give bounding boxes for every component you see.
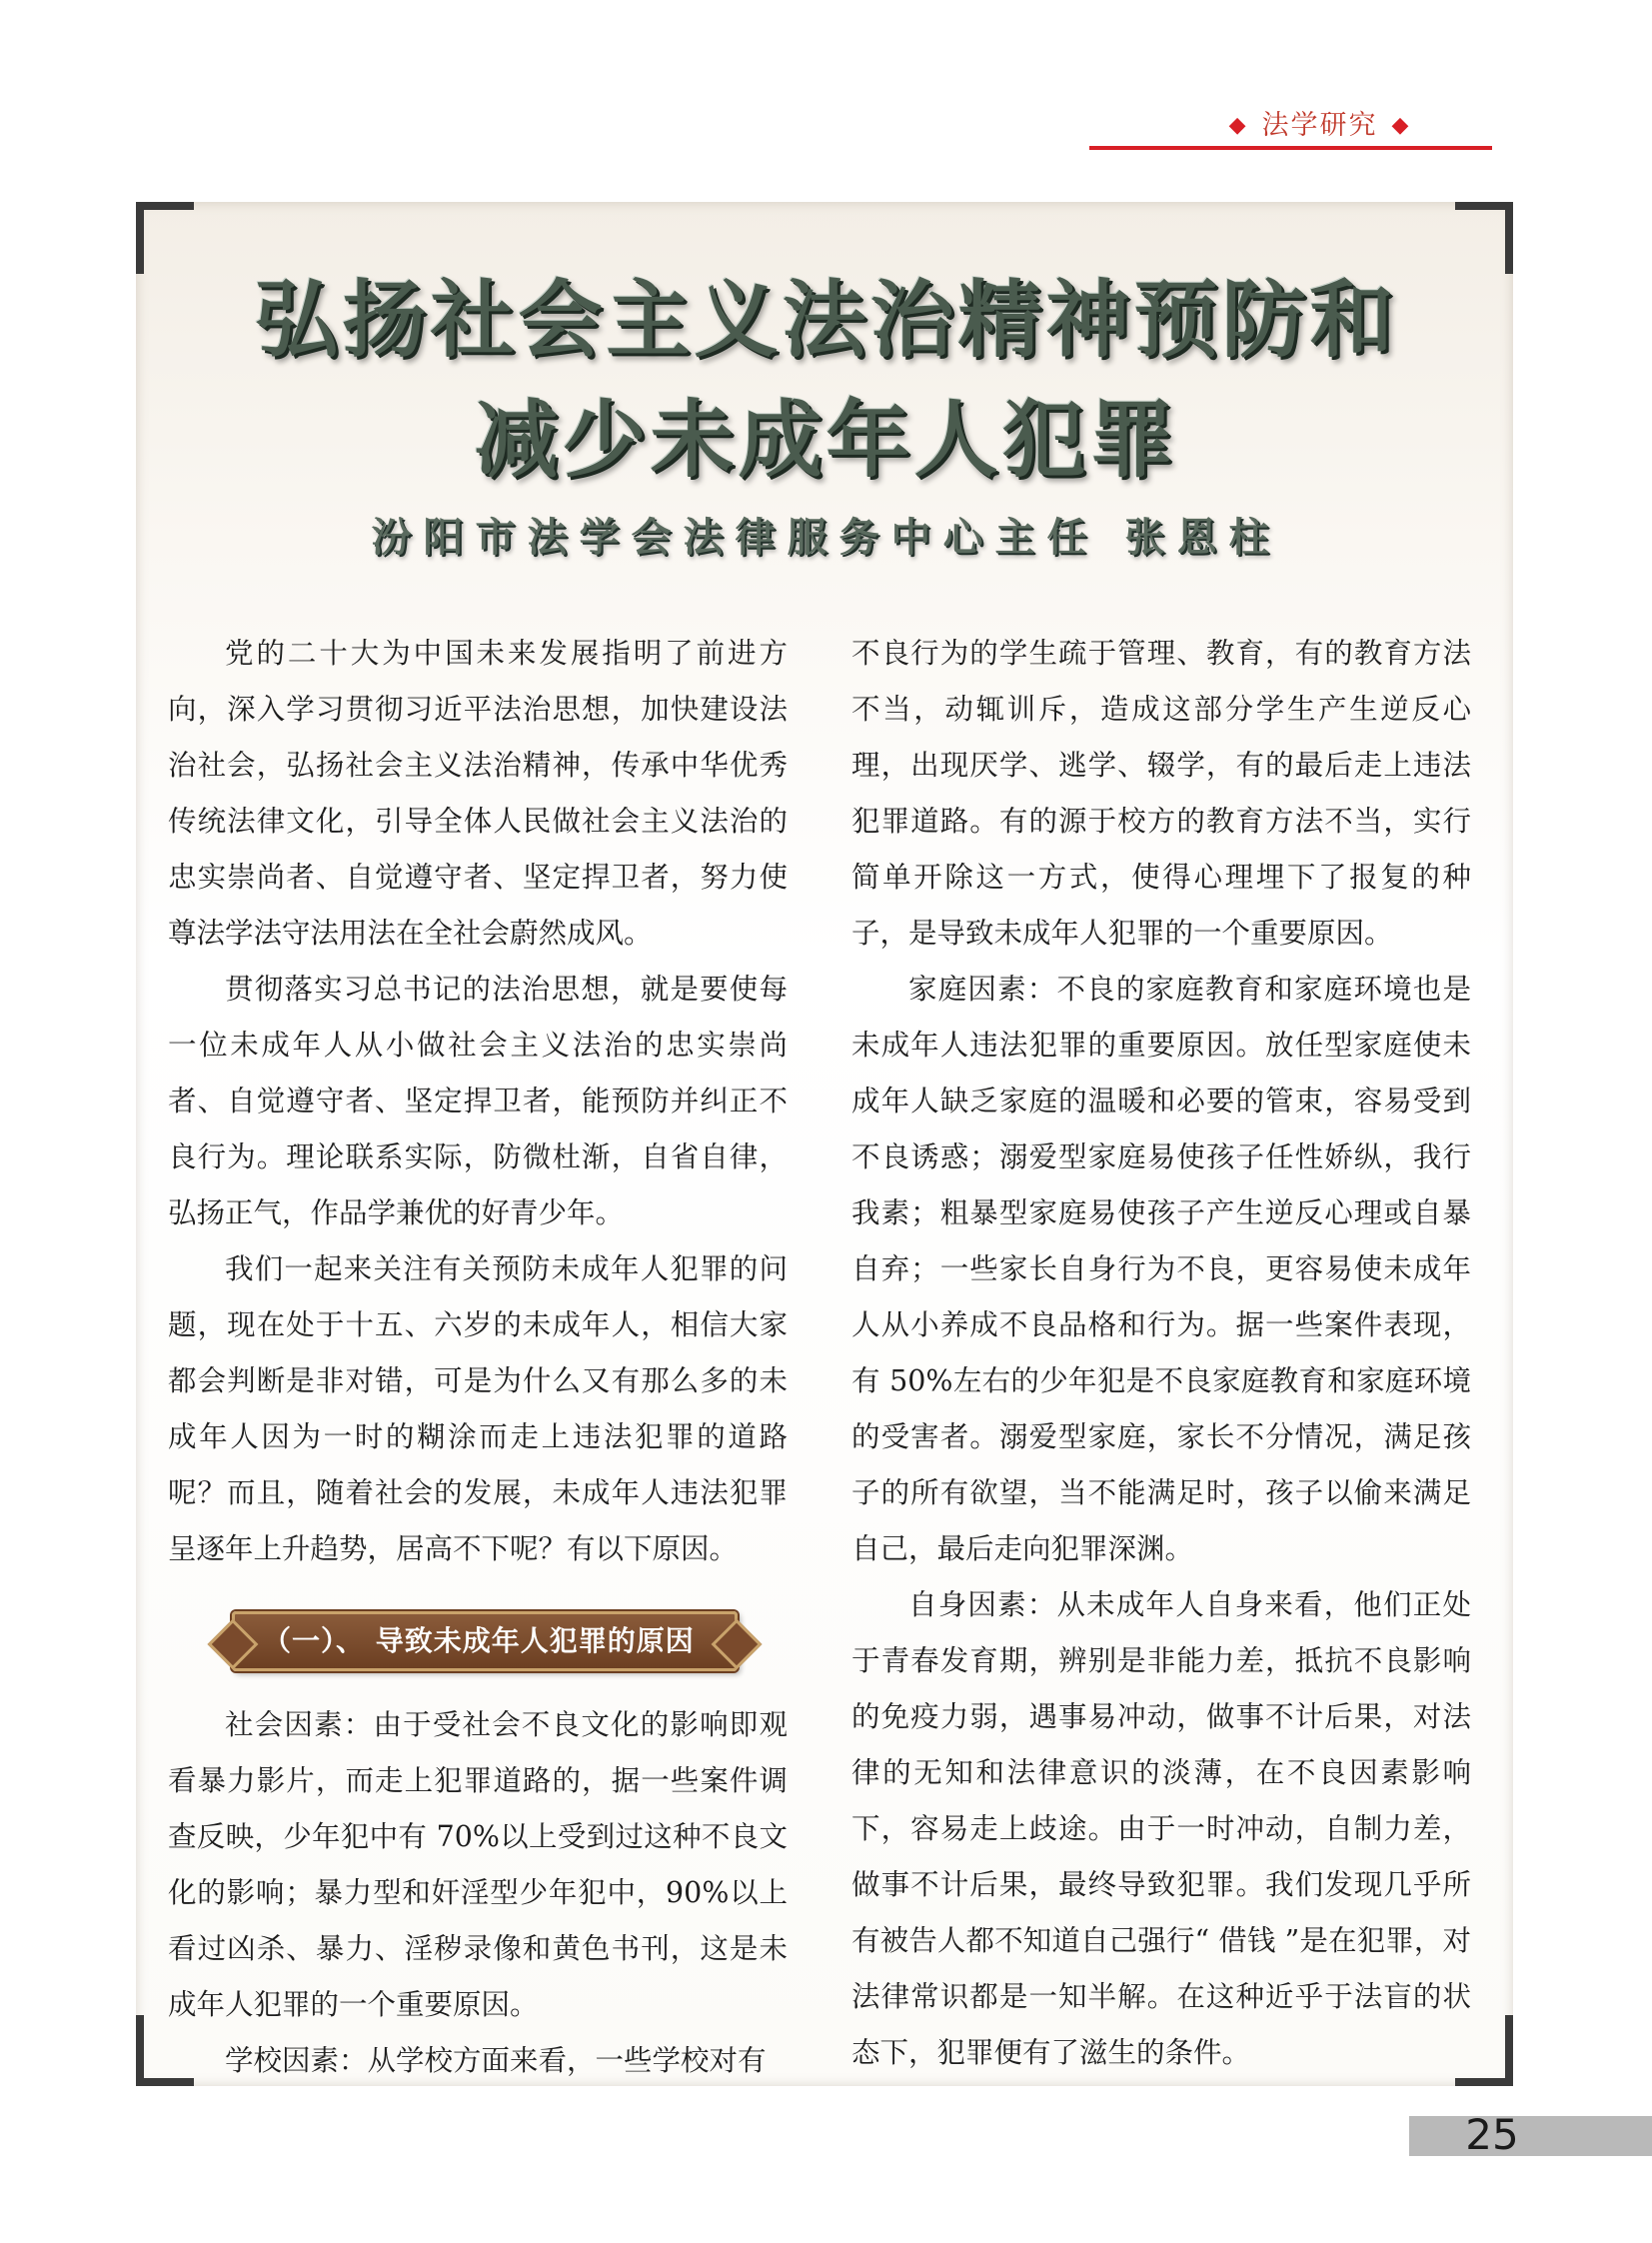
page-number: 25 xyxy=(1465,2110,1519,2159)
corner-bracket xyxy=(1505,2015,1513,2086)
paragraph: 社会因素：由于受社会不良文化的影响即观看暴力影片，而走上犯罪道路的，据一些案件调查反映，少年犯中有 70%以上受到过这种不良文化的影响；暴力型和奸淫型少年犯中，90%以上看过凶杀、暴力、淫秽录像和黄色书刊，这是未成年人犯罪的一个重要原因。 xyxy=(168,1708,788,2021)
diamond-icon: ◆ xyxy=(1228,113,1248,138)
right-column xyxy=(851,626,1471,2081)
paragraph: 学校因素：从学校方面来看，一些学校对有 xyxy=(225,2044,767,2077)
left-column xyxy=(168,626,788,2089)
paragraph: 党的二十大为中国未来发展指明了前进方向，深入学习贯彻习近平法治思想，加快建设法治社会，弘扬社会主义法治精神，传承中华优秀传统法律文化，引导全体人民做社会主义法治的忠实崇尚者、自觉遵守者、坚定捍卫者，努力使尊法学法守法用法在全社会蔚然成风。 xyxy=(168,637,788,950)
author-byline: 汾阳市法学会法律服务中心主任 张恩柱 xyxy=(371,515,1281,561)
paragraph: 家庭因素：不良的家庭教育和家庭环境也是未成年人违法犯罪的重要原因。放任型家庭使未成年人缺乏家庭的温暖和必要的管束，容易受到不良诱惑；溺爱型家庭易使孩子任性娇纵，我行我素；粗暴型家庭易使孩子产生逆反心理或自暴自弃；一些家长自身行为不良，更容易使未成年人从小养成不良品格和行为。据一些案件表现，有 50%左右的少年犯是不良家庭教育和家庭环境的受害者。溺爱型家庭，家长不分情况，满足孩子的所有欲望，当不能满足时，孩子以偷来满足自己，最后走向犯罪深渊。 xyxy=(851,973,1471,1565)
header-rule xyxy=(1089,146,1492,150)
article-title-line1: 弘扬社会主义法治精神预防和 xyxy=(254,271,1398,369)
section-heading xyxy=(232,1611,738,1671)
section-label: 法学研究 xyxy=(1261,110,1378,141)
corner-bracket xyxy=(136,202,194,210)
paragraph: 我们一起来关注有关预防未成年人犯罪的问题，现在处于十五、六岁的未成年人，相信大家都会判断是非对错，可是为什么又有那么多的未成年人因为一时的糊涂而走上违法犯罪的道路呢？而且，随着社会的发展，未成年人违法犯罪呈逐年上升趋势，居高不下呢？有以下原因。 xyxy=(168,1252,788,1565)
paragraph: 贯彻落实习总书记的法治思想，就是要使每一位未成年人从小做社会主义法治的忠实崇尚者、自觉遵守者、坚定捍卫者，能预防并纠正不良行为。理论联系实际，防微杜渐，自省自律，弘扬正气，作品学兼优的好青少年。 xyxy=(168,973,788,1229)
corner-bracket xyxy=(136,202,144,274)
corner-bracket xyxy=(1505,202,1513,274)
corner-bracket xyxy=(136,2015,144,2086)
section-tag xyxy=(1217,106,1422,146)
section-heading-text: （一）、 导致未成年人犯罪的原因 xyxy=(263,1624,695,1657)
paragraph: 自身因素：从未成年人自身来看，他们正处于青春发育期，辨别是非能力差，抵抗不良影响的免疫力弱，遇事易冲动，做事不计后果，对法律的无知和法律意识的淡薄，在不良因素影响下，容易走上歧途。由于一时冲动，自制力差，做事不计后果，最终导致犯罪。我们发现几乎所有被告人都不知道自己强行“ 借钱 ”是在犯罪，对法律常识都是一知半解。在这种近乎于法盲的状态下，犯罪便有了滋生的条件。 xyxy=(851,1588,1471,2069)
paragraph: 不良行为的学生疏于管理、教育，有的教育方法不当，动辄训斥，造成这部分学生产生逆反心理，出现厌学、逃学、辍学，有的最后走上违法犯罪道路。有的源于校方的教育方法不当，实行简单开除这一方式，使得心理埋下了报复的种子，是导致未成年人犯罪的一个重要原因。 xyxy=(851,637,1471,950)
article-title-line2: 减少未成年人犯罪 xyxy=(474,391,1178,489)
diamond-icon: ◆ xyxy=(1391,113,1411,138)
